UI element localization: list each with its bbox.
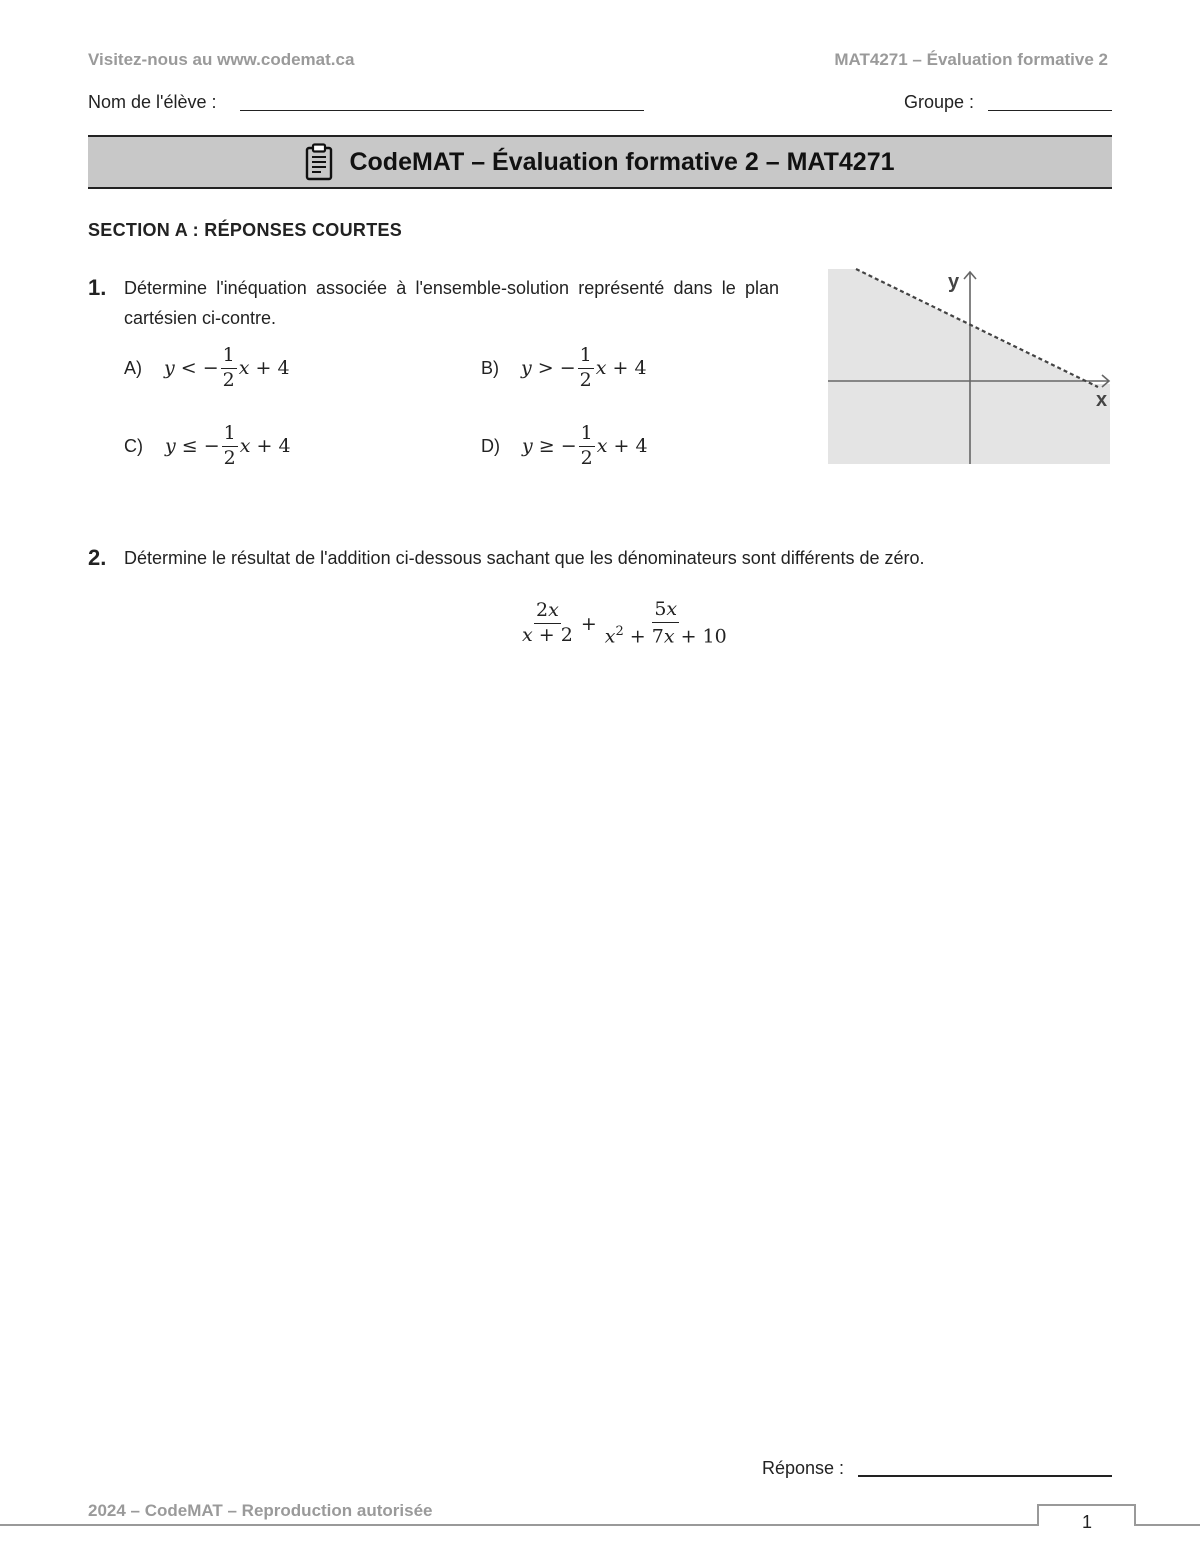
q2-expression: $\frac{2x}{x + 2}$ + $\frac{5x}{x^2 + 7x + 10}$ <box>522 598 727 648</box>
question-1-number: 1. <box>88 275 107 300</box>
page-number: 1 <box>1082 1512 1093 1532</box>
answer-label: Réponse : <box>762 1458 845 1478</box>
option-a-label: A) <box>124 357 142 378</box>
student-name-field[interactable] <box>240 110 644 111</box>
option-b-label: B) <box>481 357 499 378</box>
option-c-label: C) <box>124 435 143 456</box>
question-1-text: Détermine l'inéquation associée à l'ensemble-solution représenté dans le plan cartésien ci-contre. <box>124 278 779 328</box>
question-2-number: 2. <box>88 545 107 570</box>
group-field[interactable] <box>988 110 1112 111</box>
title-bar <box>88 135 1112 189</box>
option-c[interactable]: C) y ≤ − $\frac{1}{2}$ x + 4 <box>124 422 291 469</box>
cartesian-graph <box>828 266 1114 466</box>
footer-text: 2024 – CodeMAT – Reproduction autorisée <box>88 1501 433 1520</box>
header-course: MAT4271 – Évaluation formative 2 <box>834 50 1108 69</box>
header-website: Visitez-nous au www.codemat.ca <box>88 50 355 69</box>
option-d[interactable]: D) y ≥ − $\frac{1}{2}$ x + 4 <box>481 422 648 469</box>
option-a[interactable]: A) y < − $\frac{1}{2}$ x + 4 <box>124 344 290 391</box>
option-d-symbol: ≥ <box>538 435 555 458</box>
footer-rule <box>0 1500 1200 1553</box>
clipboard-icon <box>305 143 333 181</box>
x-axis-label: x <box>1096 389 1108 411</box>
option-d-label: D) <box>481 435 500 456</box>
option-a-symbol: < <box>180 357 197 380</box>
y-axis-label: y <box>948 271 960 293</box>
option-b-symbol: > <box>537 357 554 380</box>
section-heading: SECTION A : RÉPONSES COURTES <box>88 220 403 240</box>
question-2-text: Détermine le résultat de l'addition ci-dessous sachant que les dénominateurs sont différents de zéro. <box>124 548 925 568</box>
student-name-label: Nom de l'élève : <box>88 92 217 112</box>
page-title: CodeMAT – Évaluation formative 2 – MAT4271 <box>349 147 895 176</box>
option-c-symbol: ≤ <box>181 435 198 458</box>
group-label: Groupe : <box>904 92 975 112</box>
option-b[interactable]: B) y > − $\frac{1}{2}$ x + 4 <box>481 344 647 391</box>
answer-field[interactable] <box>858 1475 1112 1477</box>
